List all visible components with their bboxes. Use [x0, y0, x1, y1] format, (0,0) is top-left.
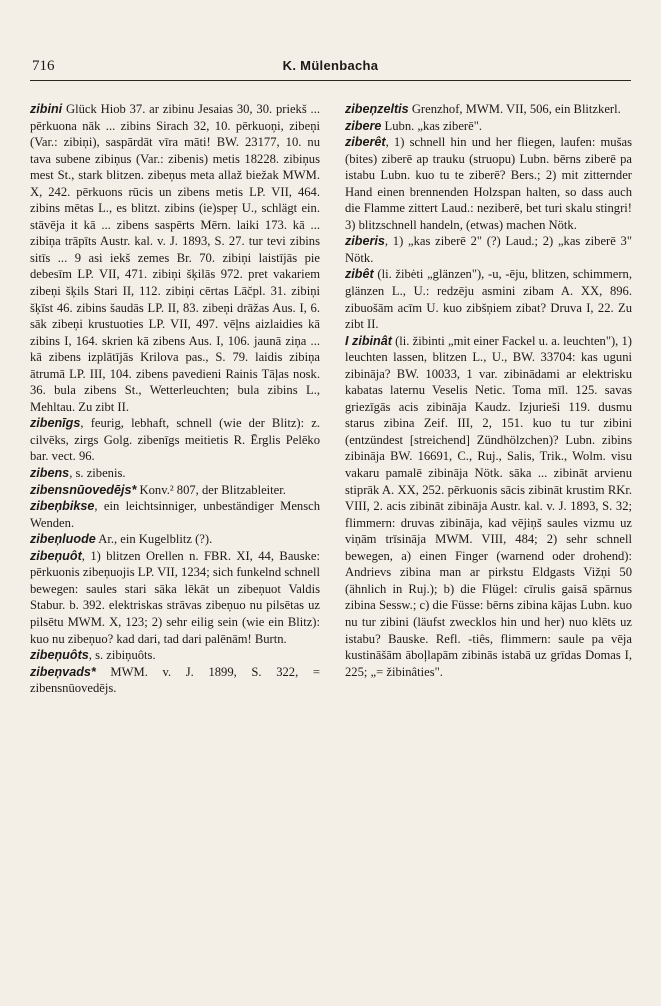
page-number: 716	[32, 58, 55, 74]
dictionary-entry: I zibinât (li. žibinti „mit einer Fackel u. a. leuchten"), 1) leuchten lassen, blitzen L., U., BW. 33704: kas uguni zibināja? BW. 10033, 1 var. zibinādami ar elektrisku kabatas laternu Veselis Netic. Toma mīl. 125. savas griezīgās acis zibināja Kaudz. Izjurieši 119. dusmu starus zibina Zeif. III, 2, 151. kuo tu tur zibini (entzündest [streichend] Zündhölzchen)? Lubn. zibins zibināja BW. 16691, C., Ruj., Salis, Trik., Wolm. visu vakaru pamalē zibināja Nötk. sāka ... zibināt arvienu stiprāk A. XX, 252. pērkuonis sācis zibināt krustim RKr. VIII, 2. acis zibināt zibināja Austr. kal. v. J. 1893, S. 32; flimmern: druvas zibināja, kad vējiņš saules vizmu uz viņām trīsināja MWM. VIII, 484; 2) sehr schnell bewegen, a) einen Finger (warnend oder drohend): Andrievs zibina man ar pirkstu Eldgasts Vižņi 50 (ähnlich in Ruj.); b) die Flügel: cīrulis gaisā spārnus zibina Sessw.; c) die Füsse: bērns zibina kājas Lubn. kuo nu tur zibini (läufst zwecklos hin und her) nuo klēts uz istabu? Bauske. Refl. -tiês, flimmern: saule pa vēja kustināšām āboļlapām zibinās istabā uz grīdas Domas I, 225; „= žibinâties".	[345, 333, 632, 679]
headword: zibêt	[345, 267, 374, 282]
dictionary-entry: zibeņluode Ar., ein Kugelblitz (?).	[30, 532, 213, 547]
headword: zibeņuôts	[30, 648, 89, 663]
running-title: K. Mülenbacha	[282, 58, 379, 73]
dictionary-entry: zibêt (li. žibėti „glänzen"), -u, -ēju, blitzen, schimmern, glänzen L., U.: redzēju asmini zibam A. XX, 896. zibuošām acīm U. kuo zibšņiem zibat? Druva I, 22. Zu zibt II.	[345, 267, 632, 332]
headword: zibeņzeltis	[345, 102, 409, 116]
headword: I zibinât	[345, 333, 392, 348]
headword: zibeņbikse	[30, 499, 95, 514]
page-header	[30, 58, 631, 81]
headword: ziberêt	[345, 135, 386, 150]
dictionary-entry: zibeņbikse, ein leichtsinniger, unbeständiger Mensch Wenden.	[30, 499, 320, 530]
dictionary-entry: zibenīgs, feurig, lebhaft, schnell (wie der Blitz): z. cilvēks, zirgs Golg. zibenīgs meitietis R. Ērglis Pelēko bar. vect. 96.	[30, 416, 320, 464]
dictionary-entry: zibeņvads* MWM. v. J. 1899, S. 322, = zibensnūovedējs.	[30, 664, 320, 696]
headword: zibeņluode	[30, 532, 96, 547]
dictionary-entry: zibeņuôt, 1) blitzen Orellen n. FBR. XI, 44, Bauske: pērkuonis zibeņuojis LP. VII, 1234; sich funkelnd schnell bewegen: saules stari sāka lēkāt un zibeņuot Valdis Stabur. b. 392. elektriskas strāvas zibeņuo nu pilsētas uz pilsētu MWM. X, 123; 2) sehr eilig sein (wie ein Blitz): kuo nu zibeņuo? kad dari, tad dari palēnām! Burtn.	[30, 548, 320, 646]
dictionary-entry: zibensnūovedējs* Konv.² 807, der Blitzableiter.	[30, 482, 286, 497]
dictionary-entry: zibeņuôts, s. zibiņuôts.	[30, 648, 156, 663]
dictionary-entry: ziberis, 1) „kas ziberē 2" (?) Laud.; 2) „kas ziberē 3" Nötk.	[345, 234, 632, 265]
headword: zibeņuôt	[30, 548, 82, 563]
headword: zibeņvads*	[30, 664, 96, 679]
dictionary-entry: zibini Glück Hiob 37. ar zibinu Jesaias 30, 30. priekš ... pērkuona nāk ... zibins Sirach 32, 10. pērkuoņi, zibeņi (Var.: zibiņi), saspārdāt vīra māti! BW. 23177, 10. nu tava subene zibiņus (Var.: zibenis) metis 18228. zibiņus mest St., stark blitzen. zibeņus meta allaž biežak MWM. X, 242. pērkuons rūcis un zibens metis LP. VII, 464. zibins mētas L., es blitzt. zibins (ie)speŗ U., schlägt ein. stāvēja it kā ... zibens saspērts Mērn. laiki 173. kā ... zibiņa trāpīts Austr. kal. v. J. 1893, S. 27. tur tevi zibins sitīs ... 9 asi iekš zemes Br. 70. zibiņi laistījās pie debesīm LP. VII, 471. zibiņi šķilās 972. pret vakariem zibeņi šķils Stari II, 112. zibiņi cērtas Lāčpl. 31. zibiņi šķīst 46. zibins šaudās LP. II, 83. zibeņi drāžas Aus. I, 6. sāk zibeņi krustuoties LP. VII, 497. vēļns aizlaidies kā zibins I, 164. skrien kā zibens Aus. I, 106. jaunā ziņa ... kā zibens izplātījās Krilova pas., S. 79. laidis zibiņa ātrumā LP. III, 104. zibens pavedieni Rainis Tāļas nosk. 36. bula zibens St., Wetterleuchten; bula zibins L., Mehltau. Zu zibt II.	[30, 102, 320, 414]
left-column	[30, 101, 320, 697]
headword: ziberis	[345, 234, 385, 249]
headword: zibere	[345, 118, 382, 133]
dictionary-entry: ziberêt, 1) schnell hin und her fliegen, laufen: mušas (bites) ziberē ap trauku (struopu) Lubn. bērns ziberē pa istabu Lubn. kuo tu te ziberē? Bers.; 2) mit zitternder Hand einen brennenden Holzspan halten, so dass auch die Flamme zittert Laud.: neziberē, bet turi skalu stingri! 3) blitzschnell handeln, (etwas) machen Nötk.	[345, 135, 632, 232]
dictionary-entry: zibens, s. zibenis.	[30, 466, 126, 481]
headword: zibenīgs	[30, 416, 81, 431]
dictionary-entry: zibeņzeltis Grenzhof, MWM. VII, 506, ein Blitzkerl.	[345, 102, 621, 116]
headword: zibini	[30, 102, 63, 116]
headword: zibensnūovedējs*	[30, 482, 137, 497]
dictionary-entry: zibere Lubn. „kas ziberē".	[345, 118, 483, 133]
right-column	[345, 101, 632, 680]
headword: zibens	[30, 466, 70, 481]
